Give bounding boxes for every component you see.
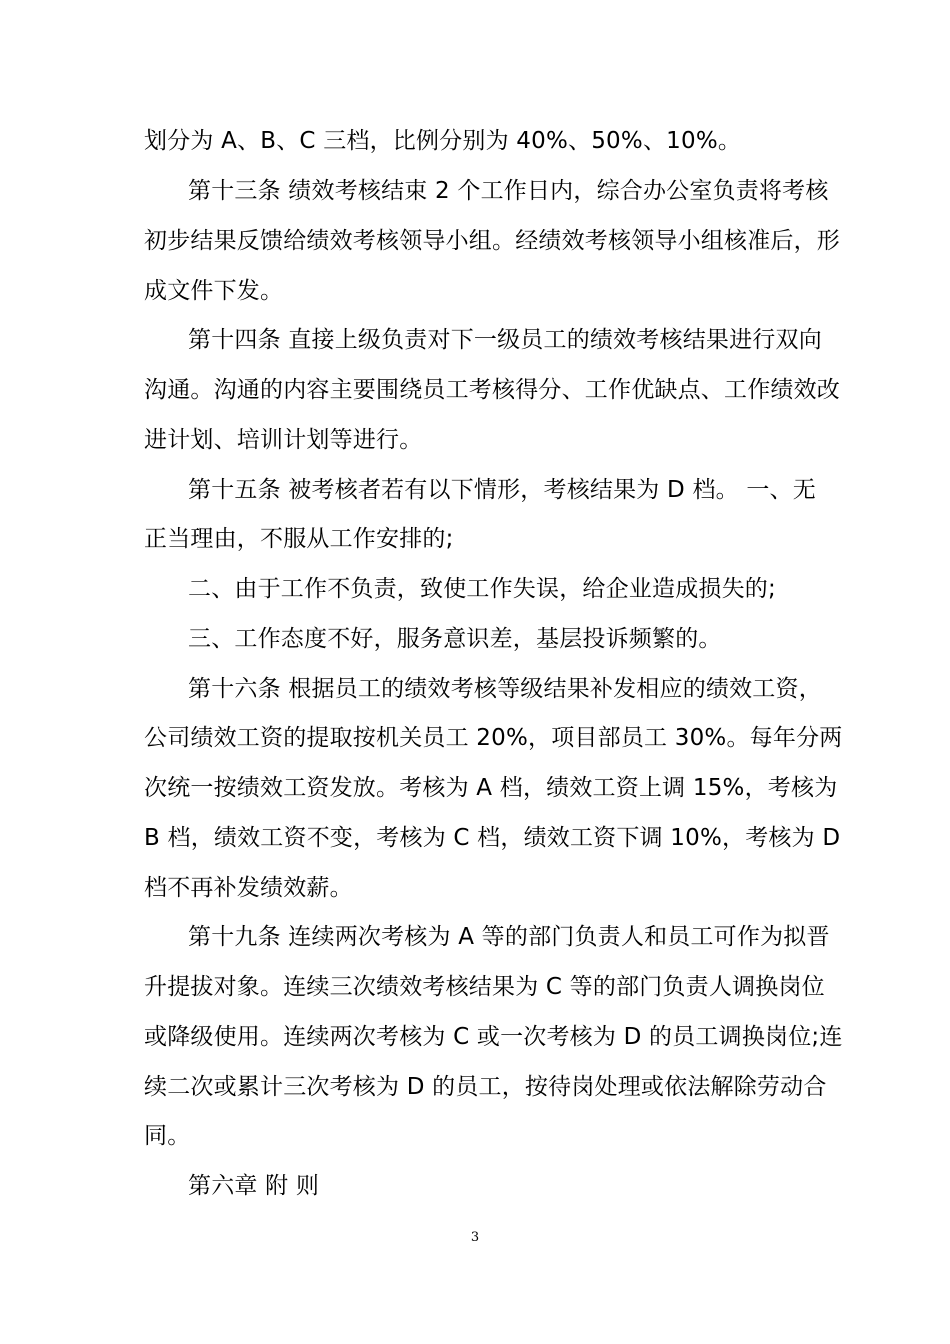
- chapter-heading: 第六章 附 则: [188, 1173, 320, 1199]
- list-item-line: 三、工作态度不好，服务意识差，基层投诉频繁的。: [188, 626, 722, 652]
- text-line: 公司绩效工资的提取按机关员工 20%，项目部员工 30%。每年分两: [144, 725, 843, 751]
- list-item-line: 二、由于工作不负责，致使工作失误，给企业造成损失的;: [188, 576, 776, 602]
- text-line: 成文件下发。: [144, 278, 284, 304]
- text-line: 沟通。沟通的内容主要围绕员工考核得分、工作优缺点、工作绩效改: [144, 377, 840, 403]
- text-line: 或降级使用。连续两次考核为 C 或一次考核为 D 的员工调换岗位;连: [144, 1024, 843, 1050]
- text-line: B 档，绩效工资不变，考核为 C 档，绩效工资下调 10%，考核为 D: [144, 825, 841, 851]
- article-19-heading-line: 第十九条 连续两次考核为 A 等的部门负责人和员工可作为拟晋: [188, 924, 830, 950]
- text-line: 续二次或累计三次考核为 D 的员工，按待岗处理或依法解除劳动合: [144, 1074, 827, 1100]
- text-line: 升提拔对象。连续三次绩效考核结果为 C 等的部门负责人调换岗位: [144, 974, 825, 1000]
- article-14-heading-line: 第十四条 直接上级负责对下一级员工的绩效考核结果进行双向: [188, 327, 822, 353]
- article-15-heading-line: 第十五条 被考核者若有以下情形，考核结果为 D 档。 一、无: [188, 477, 816, 503]
- text-line: 同。: [144, 1123, 191, 1149]
- article-16-heading-line: 第十六条 根据员工的绩效考核等级结果补发相应的绩效工资，: [188, 676, 822, 702]
- article-13-heading-line: 第十三条 绩效考核结束 2 个工作日内，综合办公室负责将考核: [188, 178, 829, 204]
- text-line: 正当理由，不服从工作安排的;: [144, 526, 454, 552]
- text-line: 次统一按绩效工资发放。考核为 A 档，绩效工资上调 15%，考核为: [144, 775, 838, 801]
- text-line: 档不再补发绩效薪。: [144, 875, 353, 901]
- text-line: 初步结果反馈给绩效考核领导小组。经绩效考核领导小组核准后，形: [144, 228, 840, 254]
- text-line: 进计划、培训计划等进行。: [144, 427, 423, 453]
- page-number: 3: [470, 1230, 480, 1245]
- text-line: 划分为 A、B、C 三档，比例分别为 40%、50%、10%。: [144, 128, 742, 154]
